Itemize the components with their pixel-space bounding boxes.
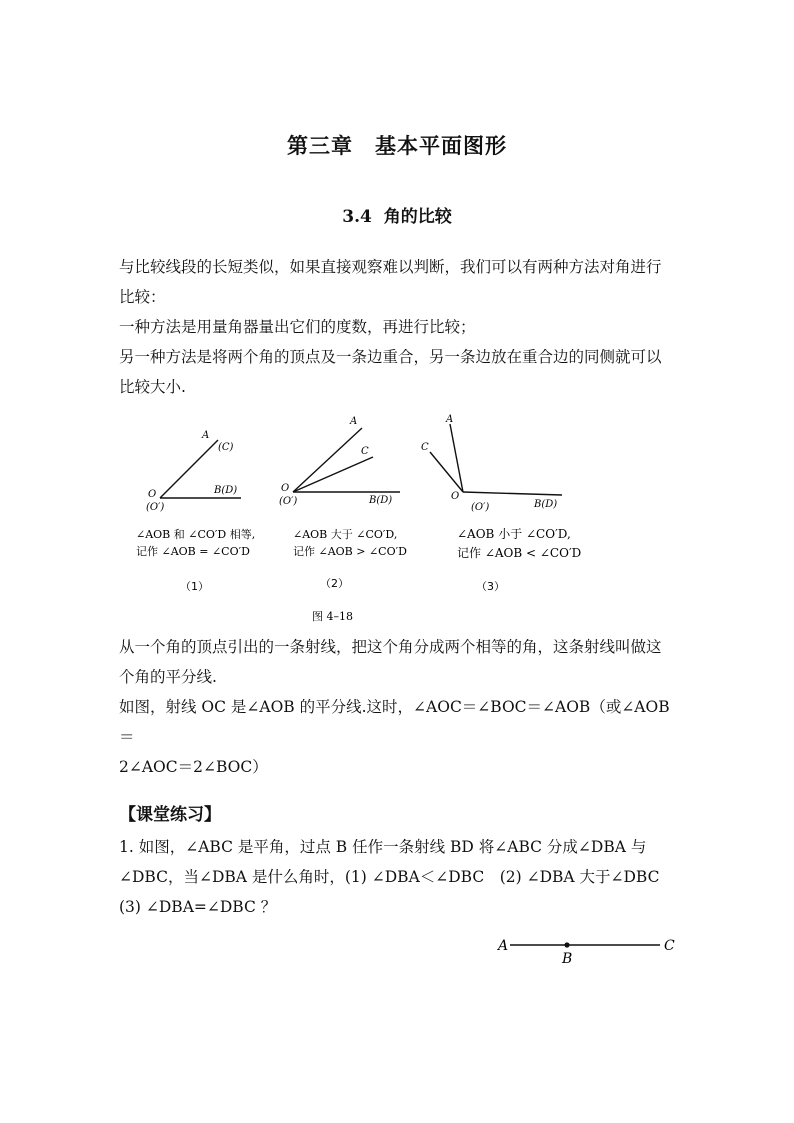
label-a: A <box>202 430 210 441</box>
label-o-prime: (O′) <box>471 502 490 513</box>
text-line: 比较大小. <box>119 378 186 396</box>
label-b-d: B(D) <box>534 499 558 510</box>
figure-panel-3 <box>421 414 581 593</box>
label-c: C <box>361 446 369 457</box>
ray-oc <box>293 457 373 492</box>
text-line: 另一种方法是将两个角的顶点及一条边重合，另一条边放在重合边的同侧就可以 <box>119 348 662 366</box>
label-o: O <box>148 489 157 500</box>
label-c: (C) <box>218 442 234 453</box>
text-line: 2∠AOC＝2∠BOC） <box>119 758 268 776</box>
text-line: 从一个角的顶点引出的一条射线，把这个角分成两个相等的角，这条射线叫做这 <box>119 638 662 656</box>
ray-oa <box>450 424 463 492</box>
intro-paragraph <box>119 252 679 402</box>
section-title: 3.4 角的比较 <box>342 207 452 227</box>
figure-panel-2 <box>279 416 407 590</box>
text-line: 如图，射线 OC 是∠AOB 的平分线.这时，∠AOC＝∠BOC＝∠AOB（或∠AOB＝ <box>119 698 670 746</box>
label-b-d: B(D) <box>214 485 238 496</box>
label-o-prime: (O′) <box>279 496 298 507</box>
ray-ob <box>463 492 562 495</box>
bisector-paragraph <box>119 632 679 782</box>
ray-oa <box>160 440 218 498</box>
label-o-prime: (O′) <box>146 502 165 513</box>
panel-3-number: （3） <box>476 580 505 593</box>
text-line: 一种方法是用量角器量出它们的度数，再进行比较； <box>119 318 476 336</box>
angle-comparison-figure <box>0 400 794 630</box>
ray-oa <box>293 428 362 492</box>
panel-2-text-1: ∠AOB 大于 ∠CO′D, <box>293 528 398 541</box>
label-a: A <box>498 938 509 954</box>
panel-1-text-2: 记作 ∠AOB = ∠CO′D <box>136 545 250 558</box>
point-b <box>564 942 569 947</box>
panel-3-text-2: 记作 ∠AOB < ∠CO′D <box>457 546 582 560</box>
label-o: O <box>281 483 290 494</box>
text-line: 个角的平分线. <box>119 668 217 686</box>
panel-2-number: （2） <box>320 577 349 590</box>
figure-caption: 图 4–18 <box>312 610 353 623</box>
text-line: 与比较线段的长短类似，如果直接观察难以判断，我们可以有两种方法对角进行 <box>119 258 662 276</box>
panel-1-number: （1） <box>180 580 209 593</box>
label-b-d: B(D) <box>369 495 393 506</box>
label-o: O <box>451 491 460 502</box>
panel-2-text-2: 记作 ∠AOB > ∠CO′D <box>293 545 407 558</box>
text-line: 1. 如图，∠ABC 是平角，过点 B 任作一条射线 BD 将∠ABC 分成∠DBA 与 <box>119 838 647 856</box>
figure-panel-1 <box>136 430 255 593</box>
chapter-title: 第三章 基本平面图形 <box>287 133 507 158</box>
label-a: A <box>350 416 358 427</box>
text-line: 比较： <box>119 288 166 306</box>
text-line: ∠DBC，当∠DBA 是什么角时，(1) ∠DBA＜∠DBC (2) ∠DBA 大于∠DBC <box>119 868 660 886</box>
question-1 <box>119 832 679 922</box>
panel-3-text-1: ∠AOB 小于 ∠CO′D, <box>457 527 571 541</box>
label-a: A <box>446 414 454 425</box>
ray-oc <box>430 452 463 492</box>
practice-heading: 【课堂练习】 <box>119 805 221 825</box>
label-c: C <box>421 442 429 453</box>
label-b: B <box>562 951 573 967</box>
label-c: C <box>664 938 675 954</box>
panel-1-text-1: ∠AOB 和 ∠CO′D 相等, <box>136 528 256 541</box>
straight-angle-figure <box>490 930 700 970</box>
text-line: (3) ∠DBA=∠DBC ？ <box>119 898 277 916</box>
